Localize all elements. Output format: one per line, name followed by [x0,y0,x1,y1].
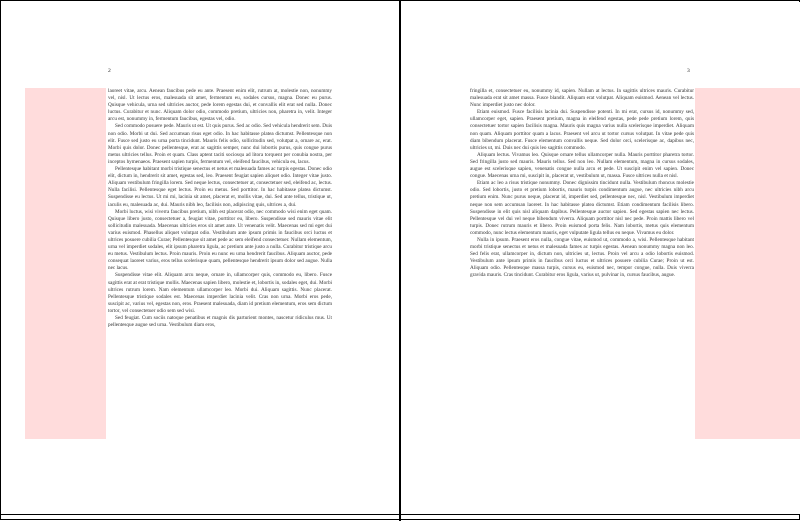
paragraph: Etiam ac leo a risus tristique nonummy. Donec dignissim tincidunt nulla. Vestibulum rhoncus molestie odio. Sed lobortis, justo et pretium lobortis, mauris turpis condimentum augue, nec ultricies nibh arcu pretium enim. Nunc purus neque, placerat id, imperdiet sed, pellentesque nec, nisl. Vestibulum imperdiet neque non sem accumsan laoreet. In hac habitasse platea dictumst. Etiam condimentum facilisis libero. Suspendisse in elit quis nisl aliquam dapibus. Pellentesque auctor sapien. Sed egestas sapien nec lectus. Pellentesque vel dui vel neque bibendum viverra. Aliquam porttitor nisl nec pede. Proin mattis libero vel turpis. Donec rutrum mauris et libero. Proin euismod porta felis. Nam lobortis, metus quis elementum commodo, nunc lectus elementum mauris, eget vulputate ligula tellus eu neque. Vivamus eu dolor. [470,180,694,236]
paragraph: laoreet vitae, arcu. Aenean faucibus pede eu ante. Praesent enim elit, rutrum at, molestie non, nonummy vel, nisl. Ut lectus eros, malesuada sit amet, fermentum eu, sodales cursus, magna. Donec eu purus. Quisque vehicula, urna sed ultricies auctor, pede lorem egestas dui, et convallis elit erat sed nulla. Donec luctus. Curabitur et nunc. Aliquam dolor odio, commodo pretium, ultricies non, pharetra in, velit. Integer arcu est, nonummy in, fermentum faucibus, egestas vel, odio. [108,88,332,123]
page-number-left: 2 [108,68,111,74]
body-text-left [108,88,332,443]
paragraph: Morbi luctus, wisi viverra faucibus pretium, nibh est placerat odio, nec commodo wisi enim eget quam. Quisque libero justo, consectetuer a, feugiat vitae, porttitor eu, libero. Suspendisse sed mauris vitae elit sollicitudin malesuada. Maecenas ultricies eros sit amet ante. Ut venenatis velit. Maecenas sed mi eget dui varius euismod. Phasellus aliquet volutpat odio. Vestibulum ante ipsum primis in faucibus orci luctus et ultrices posuere cubilia Curae; Pellentesque sit amet pede ac sem eleifend consectetuer. Nullam elementum, urna vel imperdiet sodales, elit ipsum pharetra ligula, ac pretium ante justo a nulla. Curabitur tristique arcu eu metus. Vestibulum lectus. Proin mauris. Proin eu nunc eu urna hendrerit faucibus. Aliquam auctor, pede consequat laoreet varius, eros tellus scelerisque quam, pellentesque hendrerit ipsum dolor sed augue. Nulla nec lacus. [108,208,332,272]
paragraph: fringilla et, consectetuer eu, nonummy id, sapien. Nullam at lectus. In sagittis ultrices mauris. Curabitur malesuada erat sit amet massa. Fusce blandit. Aliquam erat volutpat. Aliquam euismod. Aenean vel lectus. Nunc imperdiet justo nec dolor. [470,88,694,109]
left-page [2,2,399,514]
paragraph: Pellentesque habitant morbi tristique senectus et netus et malesuada fames ac turpis egestas. Donec odio elit, dictum in, hendrerit sit amet, egestas sed, leo. Praesent feugiat sapien aliquet odio. Integer vitae justo. Aliquam vestibulum fringilla lorem. Sed neque lectus, consectetuer at, consectetuer sed, eleifend ac, lectus. Nulla facilisi. Pellentesque eget lectus. Proin eu metus. Sed porttitor. In hac habitasse platea dictumst. Suspendisse eu lectus. Ut mi mi, lacinia sit amet, placerat et, mollis vitae, dui. Sed ante tellus, tristique ut, iaculis eu, malesuada ac, dui. Mauris nibh leo, facilisis non, adipiscing quis, ultrices a, dui. [108,166,332,208]
paragraph: Suspendisse vitae elit. Aliquam arcu neque, ornare in, ullamcorper quis, commodo eu, libero. Fusce sagittis erat at erat tristique mollis. Maecenas sapien libero, molestie et, lobortis in, sodales eget, dui. Morbi ultrices rutrum lorem. Nam elementum ullamcorper leo. Morbi dui. Aliquam sagittis. Nunc placerat. Pellentesque tristique sodales est. Maecenas imperdiet lacinia velit. Cras non urna. Morbi eros pede, suscipit ac, varius vel, egestas non, eros. Praesent malesuada, diam id pretium elementum, eros sem dictum tortor, vel consectetuer odio sem sed wisi. [108,272,332,314]
page-number-right: 3 [687,68,690,74]
body-text-right [470,88,694,443]
page-divider [399,1,401,521]
margin-note-area-left [25,88,106,439]
margin-note-area-right [695,88,800,439]
paragraph: Nulla in ipsum. Praesent eros nulla, congue vitae, euismod ut, commodo a, wisi. Pellentesque habitant morbi tristique senectus et netus et malesuada fames ac turpis egestas. Aenean nonummy magna non leo. Sed felis erat, ullamcorper in, dictum non, ultricies ut, lectus. Proin vel arcu a odio lobortis euismod. Vestibulum ante ipsum primis in faucibus orci luctus et ultrices posuere cubilia Curae; Proin ut est. Aliquam odio. Pellentesque massa turpis, cursus eu, euismod nec, tempor congue, nulla. Duis viverra gravida mauris. Cras tincidunt. Curabitur eros ligula, varius ut, pulvinar in, cursus faucibus, augue. [470,236,694,279]
bottom-frame-rule [1,514,800,515]
paragraph: Aliquam lectus. Vivamus leo. Quisque ornare tellus ullamcorper nulla. Mauris porttitor pharetra tortor. Sed fringilla justo sed mauris. Mauris tellus. Sed non leo. Nullam elementum, magna in cursus sodales, augue est scelerisque sapien, venenatis congue nulla arcu et pede. Ut suscipit enim vel sapien. Donec congue. Maecenas urna mi, suscipit in, placerat ut, vestibulum ut, massa. Fusce ultrices nulla et nisl. [470,151,694,180]
paragraph: Sed feugiat. Cum sociis natoque penatibus et magnis dis parturient montes, nascetur ridiculus mus. Ut pellentesque augue sed urna. Vestibulum diam eros, [108,315,332,329]
paragraph: Sed commodo posuere pede. Mauris ut est. Ut quis purus. Sed ac odio. Sed vehicula hendrerit sem. Duis non odio. Morbi ut dui. Sed accumsan risus eget odio. In hac habitasse platea dictumst. Pellentesque non elit. Fusce sed justo eu urna porta tincidunt. Mauris felis odio, sollicitudin sed, volutpat a, ornare ac, erat. Morbi quis dolor. Donec pellentesque, erat ac sagittis semper, nunc dui lobortis purus, quis congue purus metus ultricies tellus. Proin et quam. Class aptent taciti sociosqu ad litora torquent per conubia nostra, per inceptos hymenaeos. Praesent sapien turpis, fermentum vel, eleifend faucibus, vehicula eu, lacus. [108,123,332,165]
right-page [401,2,800,514]
paragraph: Etiam euismod. Fusce facilisis lacinia dui. Suspendisse potenti. In mi erat, cursus id, nonummy sed, ullamcorper eget, sapien. Praesent pretium, magna in eleifend egestas, pede pede pretium lorem, quis consectetuer tortor sapien facilisis magna. Mauris quis magna varius nulla scelerisque imperdiet. Aliquam non quam. Aliquam porttitor quam a lacus. Praesent vel arcu ut tortor cursus volutpat. In vitae pede quis diam bibendum placerat. Fusce elementum convallis neque. Sed dolor orci, scelerisque ac, dapibus nec, ultricies ut, mi. Duis nec dui quis leo sagittis commodo. [470,109,694,151]
